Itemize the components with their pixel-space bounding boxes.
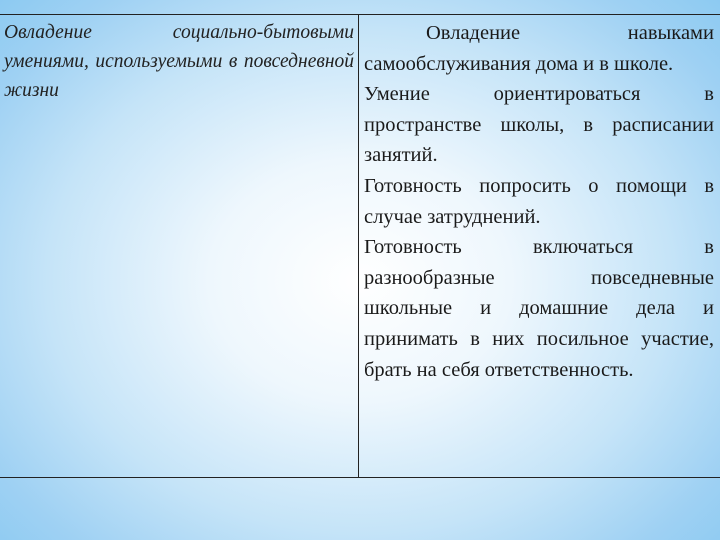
table-cell-left <box>0 15 359 477</box>
skill-area-heading: Овладение социально-бытовыми умениями, используемыми в повседневной жизни <box>4 22 354 101</box>
outcome-item: Овладение навыками самообслуживания дома и в школе. <box>364 22 714 75</box>
outcome-item: Умение ориентироваться в пространстве школы, в расписании занятий. <box>364 83 714 167</box>
outcome-item: Готовность попросить о помощи в случае затруднений. <box>364 174 714 228</box>
table-cell-right <box>359 15 720 477</box>
content-table <box>0 14 720 478</box>
outcome-item: Готовность включаться в разнообразные повседневные школьные и домашние дела и принимать в них посильное участие, брать на себя ответственность. <box>364 236 714 381</box>
